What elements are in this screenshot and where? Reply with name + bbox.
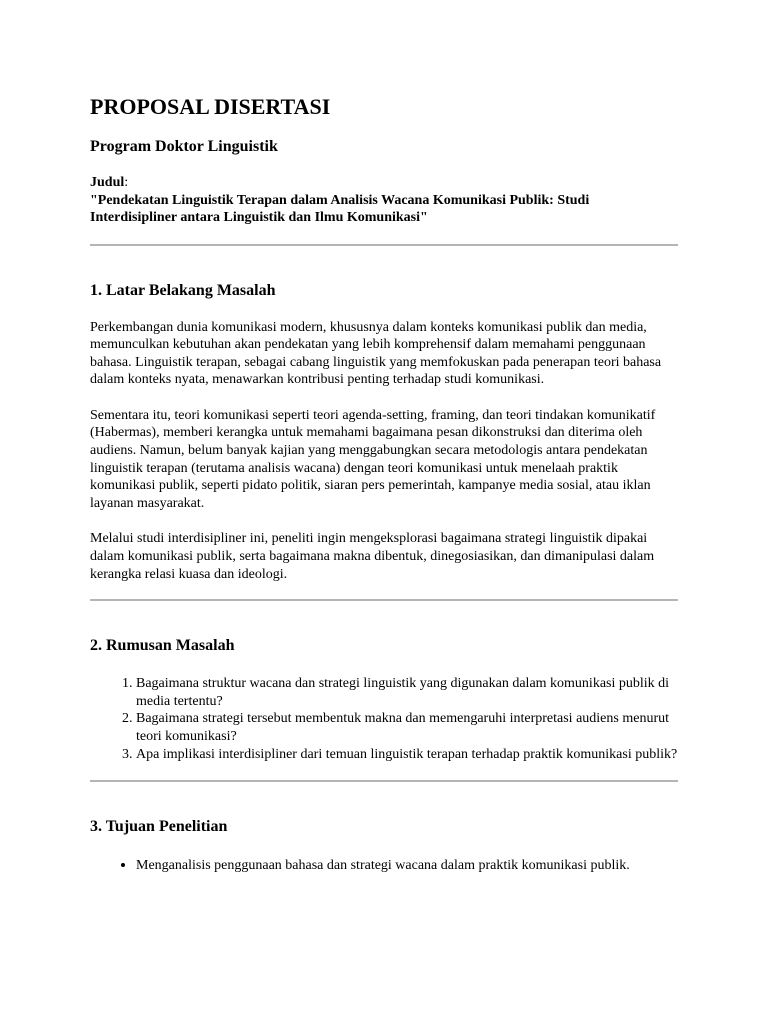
program-subtitle: Program Doktor Linguistik [90,138,278,155]
list-item: 2. Bagaimana strategi tersebut membentuk makna dan memengaruhi interpretasi audiens menurut teori komunikasi? [136,710,678,745]
judul-colon: : [124,175,129,190]
list-item: 1. Bagaimana struktur wacana dan strategi linguistik yang digunakan dalam komunikasi publik di media tertentu? [136,675,678,710]
section-divider [90,599,678,601]
section-heading-rumusan-masalah: 2. Rumusan Masalah [90,637,235,655]
judul-block [90,174,678,227]
paragraph: Melalui studi interdisipliner ini, peneliti ingin mengeksplorasi bagaimana strategi linguistik dipakai dalam komunikasi publik, serta bagaimana makna dibentuk, dinegosiasikan, dan dimanipulasi dalam kerangka relasi kuasa dan ideologi. [90,531,655,582]
paragraph: Sementara itu, teori komunikasi seperti teori agenda-setting, framing, dan teori tindakan komunikatif (Habermas), memberi kerangka untuk memahami bagaimana pesan dikonstruksi dan diterima oleh audiens. Namun, belum banyak kajian yang menggabungkan secara metodologis antara pendekatan linguistik terapan (terutama analisis wacana) dengan teori komunikasi untuk menelaah praktik komunikasi publik, seperti pidato politik, siaran pers pemerintah, kampanye media sosial, atau iklan layanan masyarakat. [90,407,656,511]
document-title: PROPOSAL DISERTASI [90,94,331,119]
section-divider [90,780,678,782]
objectives-list [90,856,678,875]
section-divider [90,244,678,246]
section-heading-latar-belakang: 1. Latar Belakang Masalah [90,281,276,299]
list-item: • Menganalisis penggunaan bahasa dan strategi wacana dalam praktik komunikasi publik. [136,856,678,875]
section-heading-tujuan-penelitian: 3. Tujuan Penelitian [90,818,228,836]
research-questions-list [90,675,678,763]
judul-title: "Pendekatan Linguistik Terapan dalam Analisis Wacana Komunikasi Publik: Studi Interdisipliner antara Linguistik dan Ilmu Komunikasi" [90,192,590,225]
judul-label-line [90,174,678,192]
document-body [90,92,678,875]
judul-label: Judul [90,175,125,190]
paragraph: Perkembangan dunia komunikasi modern, khususnya dalam konteks komunikasi publik dan media, memunculkan kebutuhan akan pendekatan yang lebih komprehensif dalam memahami penggunaan bahasa. Linguistik terapan, sebagai cabang linguistik yang memfokuskan pada penerapan teori bahasa dalam konteks nyata, menawarkan kontribusi penting terhadap studi komunikasi. [90,319,662,388]
list-item: 3. Apa implikasi interdisipliner dari temuan linguistik terapan terhadap praktik komunikasi publik? [136,746,678,764]
